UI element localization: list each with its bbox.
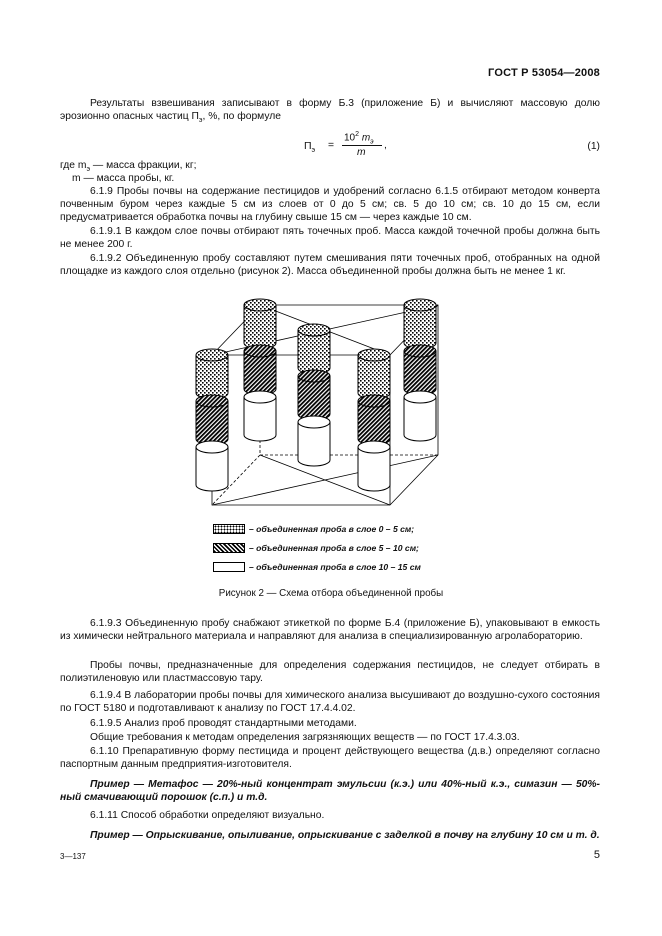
legend-item-plain: – объединенная проба в слое 10 – 15 см — [213, 561, 421, 573]
sample-cylinder — [244, 299, 276, 349]
sample-cylinder — [358, 395, 390, 445]
paragraph-6-1-9-5: 6.1.9.5 Анализ проб проводят стандартными методами. — [90, 718, 357, 729]
paragraph-general-requirements: Общие требования к методам определения загрязняющих веществ — по ГОСТ 17.4.3.03. — [90, 732, 520, 743]
sample-cylinder — [196, 395, 228, 445]
example-pesticide: Пример — Метафос — 20%-ный концентрат эмульсии (к.э.) или 40%-ный к.э., симазин — 50%-ный смачивающий порошок (с.п.) и т.д. — [60, 779, 600, 804]
paragraph-6-1-9-3: 6.1.9.3 Объединенную пробу снабжают этикеткой по форме Б.4 (приложение Б), упаковывают в емкость из химически нейтрального материала и направляют для анализа в специализированную агролабораторию. — [60, 618, 600, 643]
sample-cylinder — [196, 349, 228, 399]
legend-item-dots: – объединенная проба в слое 0 – 5 см; — [213, 523, 414, 535]
example-treatment: Пример — Опрыскивание, опыливание, опрыскивание с заделкой в почву на глубину 10 см и т. д. — [90, 830, 600, 841]
footer-code: 3—137 — [60, 852, 86, 861]
formula: $П_э$ = $10^2$ $m_э$ m , — [304, 131, 387, 158]
paragraph-weighing: Результаты взвешивания записывают в форму Б.3 (приложение Б) и вычисляют массовую долю эрозионно опасных частиц $П_э$, %, по формуле — [60, 98, 600, 125]
paragraph-6-1-9-2: 6.1.9.2 Объединенную пробу составляют путем смешивания пяти точечных проб, отобранных на одной площадке из каждого слоя отдельно (рисунок 2). Масса объединенной пробы должна быть не менее 1 кг. — [60, 253, 600, 278]
legend-item-hatch: – объединенная проба в слое 5 – 10 см; — [213, 542, 419, 554]
document-code: ГОСТ Р 53054—2008 — [488, 67, 600, 79]
sample-cylinder — [244, 391, 276, 441]
formula-number: (1) — [587, 141, 600, 152]
sample-cylinder — [298, 416, 330, 466]
sample-cylinder — [404, 345, 436, 395]
paragraph-6-1-9-1: 6.1.9.1 В каждом слое почвы отбирают пять точечных проб. Масса каждой точечной пробы должна быть не менее 200 г. — [60, 226, 600, 251]
paragraph-6-1-10: 6.1.10 Препаративную форму пестицида и процент действующего вещества (д.в.) определяют согласно паспортным данным предприятия-изготовителя. — [60, 746, 600, 771]
sample-cylinder — [298, 370, 330, 420]
page-number: 5 — [593, 849, 600, 861]
sample-cylinder — [244, 345, 276, 395]
sample-cylinder — [358, 349, 390, 399]
figure-caption: Рисунок 2 — Схема отбора объединенной пробы — [218, 588, 444, 599]
sample-cylinder — [298, 324, 330, 374]
sample-cylinder — [196, 441, 228, 491]
sample-cylinder — [404, 299, 436, 349]
paragraph-6-1-9-4: 6.1.9.4 В лаборатории пробы почвы для химического анализа высушивают до воздушно-сухого состояния по ГОСТ 5180 и подготавливают к анализу по ГОСТ 17.4.4.02. — [60, 690, 600, 715]
where-sample-mass: m — масса пробы, кг. — [72, 173, 175, 184]
sample-cylinder — [358, 441, 390, 491]
sample-cylinders — [196, 299, 436, 491]
paragraph-polyethylene: Пробы почвы, предназначенные для определения содержания пестицидов, не следует отбирать в полиэтиленовую или пластмассовую тару. — [60, 660, 600, 685]
sample-cylinder — [404, 391, 436, 441]
paragraph-6-1-11: 6.1.11 Способ обработки определяют визуально. — [90, 810, 325, 821]
where-mass-fraction: где $m_э$ — масса фракции, кг; — [60, 160, 197, 174]
paragraph-6-1-9: 6.1.9 Пробы почвы на содержание пестицидов и удобрений согласно 6.1.5 отбирают методом конверта почвенным буром через каждые 5 см из слоев от 0 до 5 см; св. 5 до 10 см; св. 10 до 15 см, если предусматривается обработка почвы на глубину свыше 15 см — через каждые 10 см. — [60, 186, 600, 224]
